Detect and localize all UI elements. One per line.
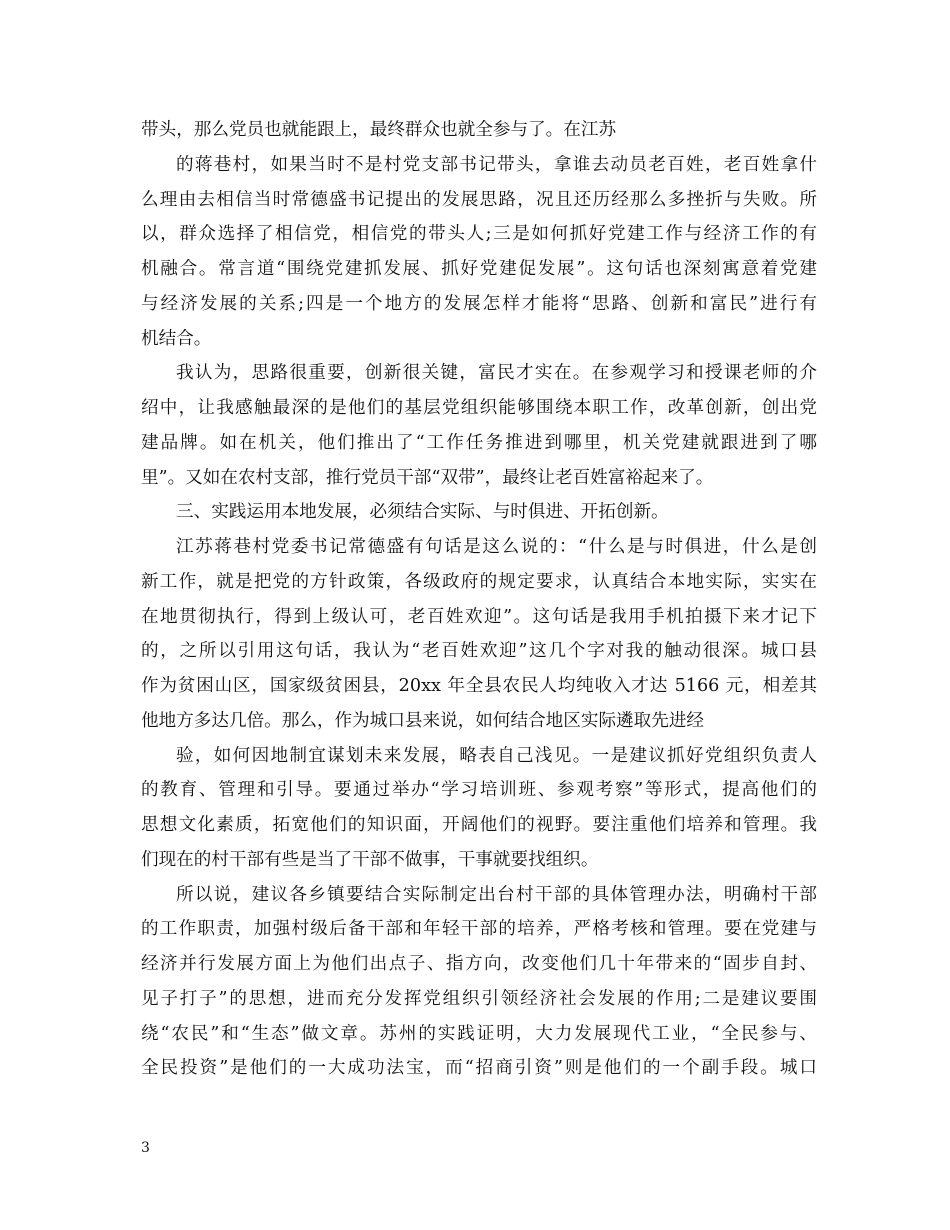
text-line: 在地贯彻执行，得到上级认可，老百姓欢迎”。这句话是我用手机拍摄下来才记下	[141, 606, 817, 627]
text-line: 新工作，就是把党的方针政策，各级政府的规定要求，认真结合本地实际，实实在	[141, 571, 817, 592]
text-line: 验，如何因地制宜谋划未来发展，略表自己浅见。一是建议抓好党组织负责人	[176, 745, 817, 766]
text-line: 以，群众选择了相信党，相信党的带头人;三是如何抓好党建工作与经济工作的有	[141, 224, 817, 245]
text-line: 思想文化素质，拓宽他们的知识面，开阔他们的视野。要注重他们培养和管理。我	[141, 815, 817, 835]
text-line: 机结合。	[141, 328, 212, 349]
text-line: 的教育、管理和引导。要通过举办“学习培训班、参观考察”等形式，提高他们的	[141, 780, 817, 801]
text-line: 们现在的村干部有些是当了干部不做事，干事就要找组织。	[141, 849, 599, 870]
text-line: 见子打子”的思想，进而充分发挥党组织引领经济社会发展的作用;二是建议要围	[141, 988, 817, 1009]
text-line: 作为贫困山区，国家级贫困县，20xx 年全县农民人均纯收入才达 5166 元，相差其	[141, 676, 817, 696]
text-line: 里”。又如在农村支部，推行党员干部“双带”，最终让老百姓富裕起来了。	[141, 467, 714, 488]
text-line: 江苏蒋巷村党委书记常德盛有句话是这么说的：“什么是与时俱进，什么是创	[176, 537, 817, 557]
text-line: 机融合。常言道“围绕党建抓发展、抓好党建促发展”。这句话也深刻寓意着党建	[141, 259, 817, 279]
text-line: 所以说，建议各乡镇要结合实际制定出台村干部的具体管理办法，明确村干部	[176, 884, 817, 905]
page-number: 3	[141, 1140, 150, 1156]
text-line: 三、实践运用本地发展，必须结合实际、与时俱进、开拓创新。	[176, 502, 669, 523]
text-line: 我认为，思路很重要，创新很关键，富民才实在。在参观学习和授课老师的介	[176, 363, 817, 384]
text-line: 绕“农民”和“生态”做文章。苏州的实践证明，大力发展现代工业，“全民参与、	[141, 1023, 817, 1044]
text-line: 与经济发展的关系;四是一个地方的发展怎样才能将“思路、创新和富民”进行有	[141, 293, 817, 314]
text-line: 经济并行发展方面上为他们出点子、指方向，改变他们几十年带来的“固步自封、	[141, 954, 817, 974]
text-line: 全民投资”是他们的一大成功法宝，而“招商引资”则是他们的一个副手段。城口	[141, 1058, 817, 1079]
text-line: 他地方多达几倍。那么，作为城口县来说，如何结合地区实际遴取先进经	[141, 710, 705, 731]
document-body	[141, 113, 817, 1086]
text-line: 带头，那么党员也就能跟上，最终群众也就全参与了。在江苏	[141, 120, 617, 140]
text-line: 的工作职责，加强村级后备干部和年轻干部的培养，严格考核和管理。要在党建与	[141, 919, 817, 940]
text-line: 的，之所以引用这句话，我认为“老百姓欢迎”这几个字对我的触动很深。城口县	[141, 641, 817, 662]
text-line: 的蒋巷村，如果当时不是村党支部书记带头，拿谁去动员老百姓，老百姓拿什	[176, 154, 817, 175]
text-line: 么理由去相信当时常德盛书记提出的发展思路，况且还历经那么多挫折与失败。所	[141, 189, 817, 210]
text-line: 建品牌。如在机关，他们推出了“工作任务推进到哪里，机关党建就跟进到了哪	[141, 432, 817, 453]
text-line: 绍中，让我感触最深的是他们的基层党组织能够围绕本职工作，改革创新，创出党	[141, 398, 817, 418]
